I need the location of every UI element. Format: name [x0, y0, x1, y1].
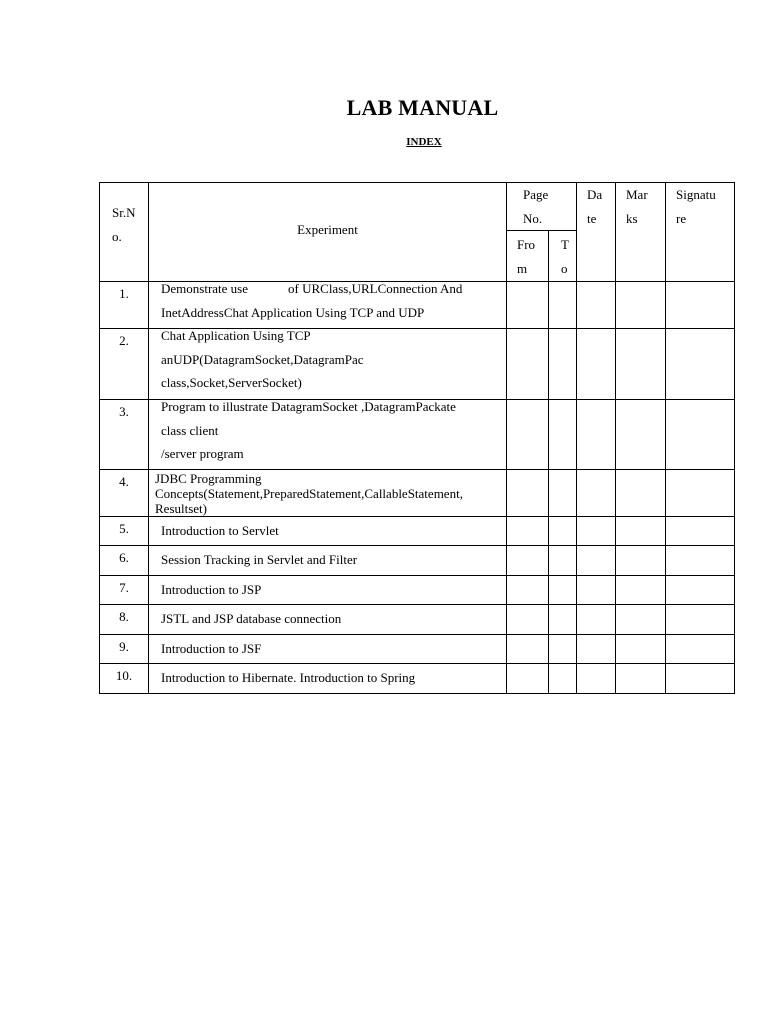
experiment-header-label: Experiment: [297, 222, 358, 238]
experiment-cell: [149, 635, 507, 664]
experiment-text-line: class,Socket,ServerSocket): [161, 375, 302, 390]
signature-cell: [666, 400, 735, 470]
experiment-cell: [149, 470, 507, 517]
sr-no-cell: [100, 517, 149, 546]
to-cell: [549, 635, 577, 664]
sr-no-header-line2: o.: [112, 228, 122, 244]
experiment-text-line: Introduction to JSF: [161, 641, 262, 656]
sr-no-text: 5.: [119, 521, 129, 536]
from-cell: [507, 329, 549, 400]
from-cell: [507, 517, 549, 546]
date-cell: [577, 329, 616, 400]
signature-cell: [666, 576, 735, 605]
sr-no-cell: [100, 546, 149, 576]
to-header-line2: o: [561, 260, 568, 276]
experiment-text-line: of URClass,URLConnection And: [288, 281, 463, 296]
sr-no-cell: [100, 605, 149, 635]
experiment-header: [149, 183, 507, 282]
page-header-line1: Page: [523, 187, 549, 202]
to-cell: [549, 282, 577, 329]
marks-header-line1: Mar: [626, 187, 648, 202]
to-cell: [549, 664, 577, 694]
date-cell: [577, 605, 616, 635]
marks-cell: [616, 400, 666, 470]
sr-no-text: 7.: [119, 580, 129, 595]
from-cell: [507, 635, 549, 664]
experiment-text-line: JDBC Programming: [155, 471, 262, 486]
sr-no-text: 2.: [119, 333, 129, 348]
header-row: [100, 183, 735, 231]
sr-no-cell: [100, 635, 149, 664]
marks-cell: [616, 517, 666, 546]
table-row: [100, 400, 735, 470]
to-cell: [549, 470, 577, 517]
marks-cell: [616, 470, 666, 517]
experiment-text-line: Concepts(Statement,PreparedStatement,CallableStatement,: [155, 486, 463, 501]
to-cell: [549, 605, 577, 635]
date-header-line2: te: [587, 210, 597, 226]
date-header: [577, 183, 616, 282]
sr-no-text: 3.: [119, 404, 129, 419]
page-header-line2: No.: [523, 210, 543, 226]
sr-no-text: 9.: [119, 639, 129, 654]
date-cell: [577, 576, 616, 605]
experiment-cell: [149, 400, 507, 470]
to-cell: [549, 546, 577, 576]
sr-no-cell: [100, 329, 149, 400]
experiment-text-line: Resultset): [155, 501, 207, 516]
signature-cell: [666, 282, 735, 329]
to-cell: [549, 576, 577, 605]
from-cell: [507, 546, 549, 576]
signature-cell: [666, 664, 735, 694]
experiment-text-line: Session Tracking in Servlet and Filter: [161, 552, 358, 567]
from-cell: [507, 664, 549, 694]
sr-no-text: 6.: [119, 550, 129, 565]
table-row: [100, 635, 735, 664]
marks-cell: [616, 605, 666, 635]
signature-cell: [666, 470, 735, 517]
experiment-text-line: Demonstrate use: [161, 281, 249, 296]
signature-cell: [666, 605, 735, 635]
marks-header: [616, 183, 666, 282]
marks-cell: [616, 576, 666, 605]
date-cell: [577, 664, 616, 694]
index-heading: INDEX: [406, 136, 442, 148]
sr-no-cell: [100, 576, 149, 605]
from-cell: [507, 605, 549, 635]
date-cell: [577, 400, 616, 470]
table-row: [100, 664, 735, 694]
experiment-cell: [149, 605, 507, 635]
experiment-cell: [149, 517, 507, 546]
sr-no-text: 10.: [115, 668, 133, 683]
from-header-line1: Fro: [517, 237, 536, 252]
signature-cell: [666, 635, 735, 664]
to-header: [549, 231, 577, 282]
experiment-cell: [149, 282, 507, 329]
table-row: [100, 329, 735, 400]
marks-cell: [616, 282, 666, 329]
sr-no-header-line1: Sr.N: [112, 205, 136, 220]
experiment-cell: [149, 576, 507, 605]
index-table: [99, 182, 735, 694]
table-row: [100, 546, 735, 576]
sr-no-cell: [100, 470, 149, 517]
date-cell: [577, 635, 616, 664]
signature-cell: [666, 517, 735, 546]
experiment-text-line: Introduction to Hibernate. Introduction to Spring: [161, 670, 416, 685]
signature-cell: [666, 329, 735, 400]
experiment-text-line: Introduction to Servlet: [161, 523, 279, 538]
date-cell: [577, 470, 616, 517]
from-cell: [507, 282, 549, 329]
experiment-text-line: Introduction to JSP: [161, 582, 262, 597]
marks-cell: [616, 329, 666, 400]
marks-cell: [616, 546, 666, 576]
sr-no-text: 1.: [119, 286, 129, 301]
sr-no-cell: [100, 400, 149, 470]
sr-no-text: 4.: [119, 474, 129, 489]
signature-cell: [666, 546, 735, 576]
experiment-text-line: Chat Application Using TCP: [161, 328, 311, 343]
signature-header-line1: Signatu: [676, 187, 716, 202]
date-header-line1: Da: [587, 187, 603, 202]
from-cell: [507, 576, 549, 605]
from-cell: [507, 400, 549, 470]
table-row: [100, 282, 735, 329]
table-row: [100, 517, 735, 546]
experiment-text-line: Program to illustrate DatagramSocket ,DatagramPackate: [161, 399, 456, 414]
table-row: [100, 576, 735, 605]
experiment-text-line: InetAddressChat Application Using TCP and UDP: [161, 304, 425, 320]
sr-no-cell: [100, 664, 149, 694]
from-cell: [507, 470, 549, 517]
from-header: [507, 231, 549, 282]
marks-header-line2: ks: [626, 210, 638, 226]
experiment-text-line: JSTL and JSP database connection: [161, 611, 342, 626]
to-cell: [549, 329, 577, 400]
to-header-line1: T: [561, 237, 569, 252]
sr-no-text: 8.: [119, 609, 129, 624]
table-row: [100, 470, 735, 517]
from-header-line2: m: [517, 260, 528, 276]
marks-cell: [616, 635, 666, 664]
page-no-header: [507, 183, 577, 231]
experiment-cell: [149, 664, 507, 694]
sr-no-cell: [100, 282, 149, 329]
table-row: [100, 605, 735, 635]
document-title: LAB MANUAL: [346, 95, 499, 120]
date-cell: [577, 282, 616, 329]
date-cell: [577, 517, 616, 546]
experiment-cell: [149, 546, 507, 576]
to-cell: [549, 517, 577, 546]
marks-cell: [616, 664, 666, 694]
signature-header: [666, 183, 735, 282]
experiment-text-line: anUDP(DatagramSocket,DatagramPac: [161, 351, 364, 367]
experiment-text-line: /server program: [161, 446, 244, 461]
to-cell: [549, 400, 577, 470]
experiment-text-line: class client: [161, 422, 219, 438]
sr-no-header: [100, 183, 149, 282]
date-cell: [577, 546, 616, 576]
signature-header-line2: re: [676, 210, 687, 226]
experiment-cell: [149, 329, 507, 400]
